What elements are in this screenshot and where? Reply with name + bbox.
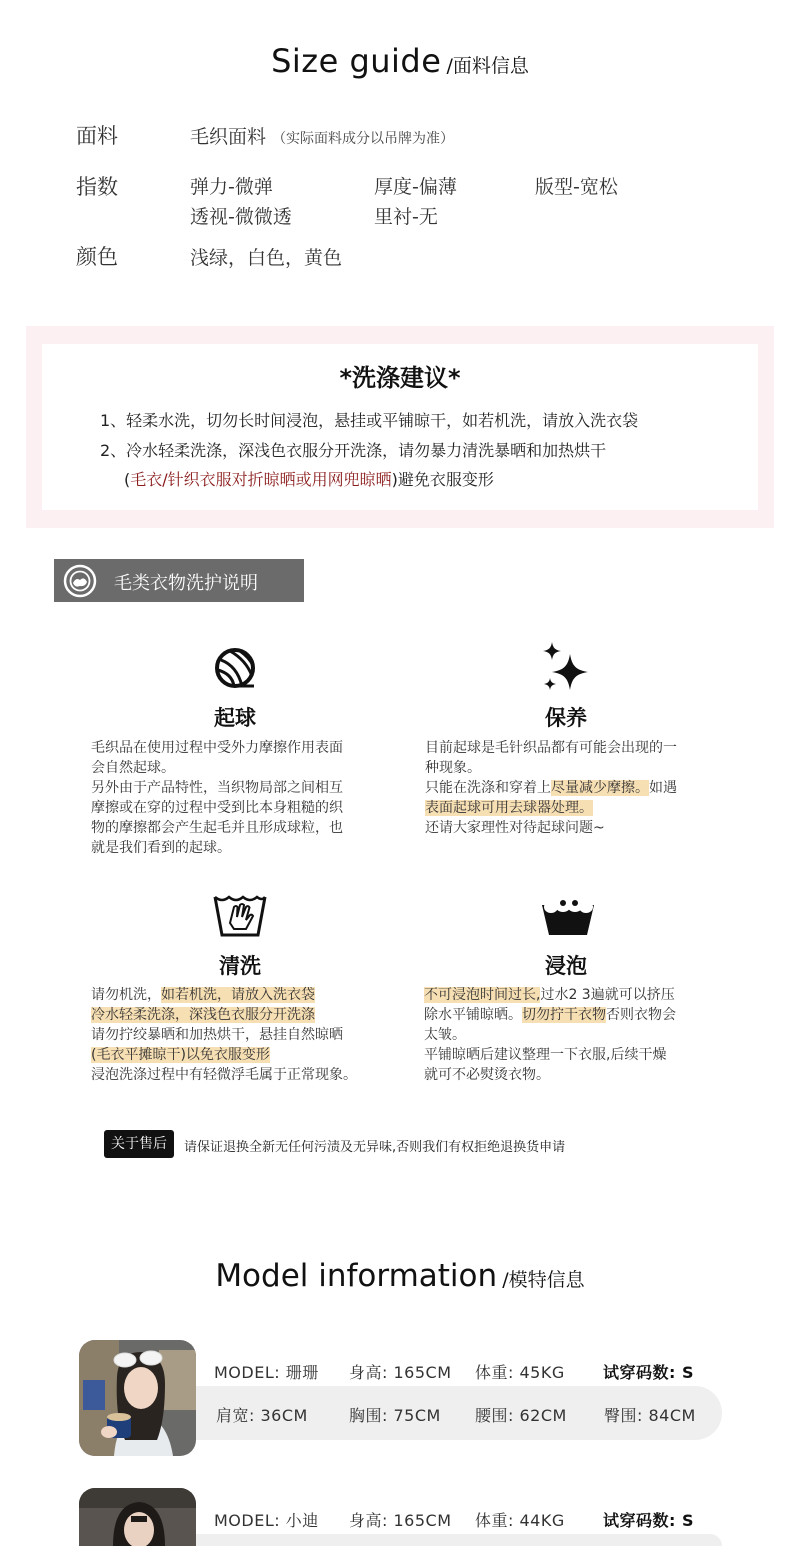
soaking-text: 除水平铺晾晒。 [424,1007,522,1023]
wash-line-3 [124,467,494,490]
washing-title: 清洗 [219,954,261,978]
model-info-title [0,1258,800,1294]
color-label: 颜色 [76,245,118,269]
wash-line-3-highlight: 毛衣/针织衣服对折晾晒或用网兜晾晒 [130,470,392,489]
index-label: 指数 [76,175,118,199]
color-value: 浅绿，白色，黄色 [190,247,343,269]
maintain-line [425,778,677,798]
washing-body [91,985,357,1085]
soaking-line [424,1005,676,1025]
model-1-waist: 腰围: 62CM [475,1406,567,1425]
washing-line [91,985,357,1005]
soaking-body [424,985,676,1085]
soaking-line [424,985,676,1005]
model-info-subtitle: /模特信息 [502,1269,585,1291]
model-1-chest: 胸围: 75CM [349,1406,441,1425]
soaking-line: 就可不必熨烫衣物。 [424,1067,550,1083]
maintain-line: 目前起球是毛针织品都有可能会出现的一 [425,740,677,756]
model-1-height: 身高: 165CM [349,1363,452,1382]
maintain-line: 还请大家理性对待起球问题~ [425,820,605,836]
index-transparency: 透视-微微透 [190,206,292,228]
index-lining: 里衬-无 [374,206,438,228]
maintain-body [425,738,677,838]
pilling-line: 就是我们看到的起球。 [91,840,231,856]
maintain-title: 保养 [545,706,587,730]
model-1-shoulder: 肩宽: 36CM [216,1406,308,1425]
size-guide-title [0,42,800,80]
index-thickness: 厚度-偏薄 [374,176,457,198]
model-2-height: 身高: 165CM [349,1511,452,1530]
wash-line-3-rest: )避免衣服变形 [391,470,494,489]
maintain-line [425,798,677,818]
after-sale-badge: 关于售后 [104,1130,174,1158]
wash-line-1: 1、轻柔水洗，切勿长时间浸泡，悬挂或平铺晾干，如若机洗，请放入洗衣袋 [100,411,639,430]
model-1-size: 试穿码数: S [603,1363,694,1382]
pilling-line: 物的摩擦都会产生起毛并且形成球粒，也 [91,820,343,836]
model-1-hip: 臀围: 84CM [604,1406,696,1425]
model-1-photo [79,1340,196,1456]
index-elasticity: 弹力-微弹 [190,176,273,198]
wash-title: *洗涤建议* [339,364,461,392]
fabric-value [190,122,454,149]
index-fit: 版型-宽松 [535,176,618,198]
sparkle-icon [540,640,594,694]
maintain-highlight: 表面起球可用去球器处理。 [425,800,593,816]
maintain-text: 如遇 [649,780,677,796]
washing-text: 请勿机洗， [91,987,161,1003]
model-2-size: 试穿码数: S [603,1511,694,1530]
model-1-name: MODEL: 珊珊 [214,1363,319,1382]
model-1-weight: 体重: 45KG [475,1363,565,1382]
soaking-text: 否则衣物会 [606,1007,676,1023]
soaking-line: 平铺晾晒后建议整理一下衣服,后续干燥 [424,1047,667,1063]
maintain-text: 只能在洗涤和穿着上 [425,780,551,796]
wash-line-3-open: ( [124,470,131,489]
pilling-line: 毛织品在使用过程中受外力摩擦作用表面 [91,740,343,756]
pilling-title: 起球 [214,706,256,730]
washing-line: 浸泡洗涤过程中有轻微浮毛属于正常现象。 [91,1067,357,1083]
soaking-line: 太皱。 [424,1027,466,1043]
soaking-title: 浸泡 [545,954,587,978]
washing-line: 请勿拧绞暴晒和加热烘干，悬挂自然晾晒 [91,1027,343,1043]
model-info-heading: Model information [215,1258,498,1294]
after-sale-text: 请保证退换全新无任何污渍及无异味,否则我们有权拒绝退换货申请 [184,1140,566,1155]
model-2-measure-bar [196,1534,722,1546]
size-guide-heading: Size guide [271,42,442,80]
soaking-highlight: 切勿拧干衣物 [522,1007,606,1023]
washing-line [91,1045,357,1065]
pilling-line: 另外由于产品特性，当织物局部之间相互 [91,780,343,796]
soaking-highlight: 不可浸泡时间过长, [424,987,541,1003]
wash-line-2: 2、冷水轻柔洗涤，深浅色衣服分开洗涤，请勿暴力清洗暴晒和加热烘干 [100,441,607,460]
maintain-line: 种现象。 [425,760,481,776]
yarn-ball-icon [212,646,258,692]
pilling-line: 会自然起球。 [91,760,175,776]
soak-basin-icon [539,897,597,937]
wool-care-icon [63,564,97,598]
soaking-text: 过水2 3遍就可以挤压 [540,987,675,1003]
pilling-body [91,738,343,858]
washing-line [91,1005,357,1025]
hand-wash-icon [212,893,268,939]
care-banner-label: 毛类衣物洗护说明 [114,573,258,594]
maintain-highlight: 尽量减少摩擦。 [551,780,649,796]
washing-highlight: 如若机洗，请放入洗衣袋 [161,987,315,1003]
model-2-weight: 体重: 44KG [475,1511,565,1530]
fabric-value-text: 毛织面料 [190,126,267,148]
fabric-note: （实际面料成分以吊牌为准） [272,131,455,147]
size-guide-subtitle: /面料信息 [446,55,529,77]
pilling-line: 摩擦或在穿的过程中受到比本身粗糙的织 [91,800,343,816]
model-2-name: MODEL: 小迪 [214,1511,319,1530]
washing-highlight: (毛衣平摊晾干)以免衣服变形 [91,1047,270,1063]
model-2-photo [79,1488,196,1546]
washing-highlight: 冷水轻柔洗涤，深浅色衣服分开洗涤 [91,1007,315,1023]
fabric-label: 面料 [76,124,118,148]
